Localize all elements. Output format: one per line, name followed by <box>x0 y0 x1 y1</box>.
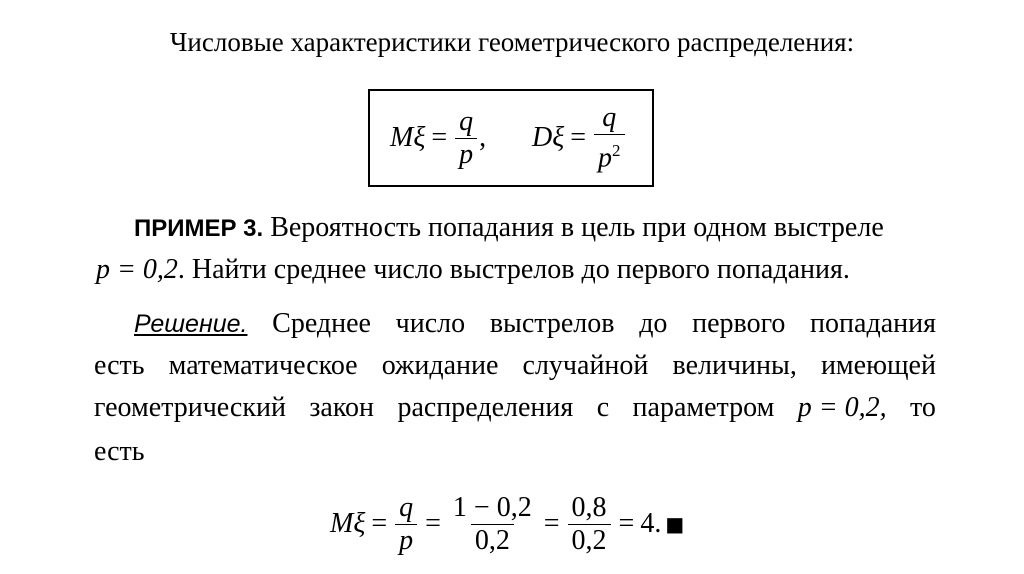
example-label: ПРИМЕР 3. <box>134 215 264 242</box>
solution-word: имеющей <box>820 350 936 381</box>
final-formula <box>330 482 684 566</box>
final-equals-4: = <box>618 508 635 539</box>
mean-numerator: q <box>459 105 474 137</box>
solution-line-1 <box>134 304 936 344</box>
final-lhs: Mξ <box>330 508 366 539</box>
solution-word: закон <box>309 392 375 423</box>
example-line-2 <box>96 250 850 290</box>
solution-word: выстрелов <box>489 308 615 339</box>
final-result: 4 <box>640 508 655 539</box>
mean-fraction <box>455 106 477 171</box>
variance-denominator-base: p <box>598 142 613 174</box>
solution-word: с <box>596 392 610 423</box>
example-p-value: p = 0,2 <box>96 254 178 285</box>
solution-p-value: p = 0,2, <box>797 392 887 423</box>
formula-comma: , <box>479 122 487 153</box>
solution-line-3 <box>94 388 936 428</box>
variance-fraction <box>594 102 625 174</box>
solution-word: величины, <box>672 350 797 381</box>
solution-word: первого <box>692 308 786 339</box>
formula-box <box>368 89 654 187</box>
solution-word: математическое <box>168 350 358 381</box>
solution-word: ожидание <box>381 350 499 381</box>
final-fraction-1-denominator: p <box>395 524 417 557</box>
final-equals-2: = <box>425 508 441 539</box>
variance-denominator <box>594 134 625 174</box>
solution-word: случайной <box>522 350 649 381</box>
mean-equals: = <box>431 122 448 153</box>
solution-word: то <box>910 392 936 423</box>
variance-formula <box>532 91 627 185</box>
mean-lhs: Mξ <box>390 122 426 153</box>
variance-numerator: q <box>602 101 617 133</box>
solution-line-2 <box>94 346 936 386</box>
variance-equals: = <box>570 122 587 153</box>
solution-word: число <box>395 308 466 339</box>
variance-exponent: 2 <box>612 140 621 160</box>
mean-denominator: p <box>455 138 477 171</box>
final-fraction-2 <box>449 492 536 557</box>
final-fraction-1-numerator: q <box>399 491 414 523</box>
solution-word: есть <box>94 350 145 381</box>
final-fraction-2-denominator: 0,2 <box>471 524 514 557</box>
final-fraction-3-numerator: 0,8 <box>571 491 607 523</box>
final-fraction-3-denominator: 0,2 <box>568 524 611 557</box>
final-fraction-2-numerator: 1 − 0,2 <box>452 491 532 523</box>
final-equals-1: = <box>371 508 388 539</box>
final-period: . <box>654 508 662 539</box>
qed-square-icon: ■ <box>665 512 685 536</box>
final-fraction-1 <box>395 492 417 557</box>
solution-word: геометрический <box>94 392 286 423</box>
solution-line-4: есть <box>94 436 145 467</box>
solution-word: распределения <box>397 392 574 423</box>
final-fraction-3 <box>568 492 611 557</box>
page-title: Числовые характеристики геометрического распределения: <box>169 27 855 57</box>
solution-word: параметром <box>632 392 775 423</box>
solution-label: Решение. <box>134 310 248 338</box>
example-text-2: . Найти среднее число выстрелов до первого попадания. <box>177 254 850 285</box>
example-line-1 <box>134 208 884 249</box>
example-text-1: Вероятность попадания в цель при одном выстреле <box>270 212 884 243</box>
solution-word: до <box>639 308 668 339</box>
variance-lhs: Dξ <box>532 122 565 153</box>
final-equals-3: = <box>543 508 560 539</box>
solution-word: попадания <box>810 308 936 339</box>
solution-word: Среднее <box>272 308 371 339</box>
mean-formula <box>390 91 486 185</box>
